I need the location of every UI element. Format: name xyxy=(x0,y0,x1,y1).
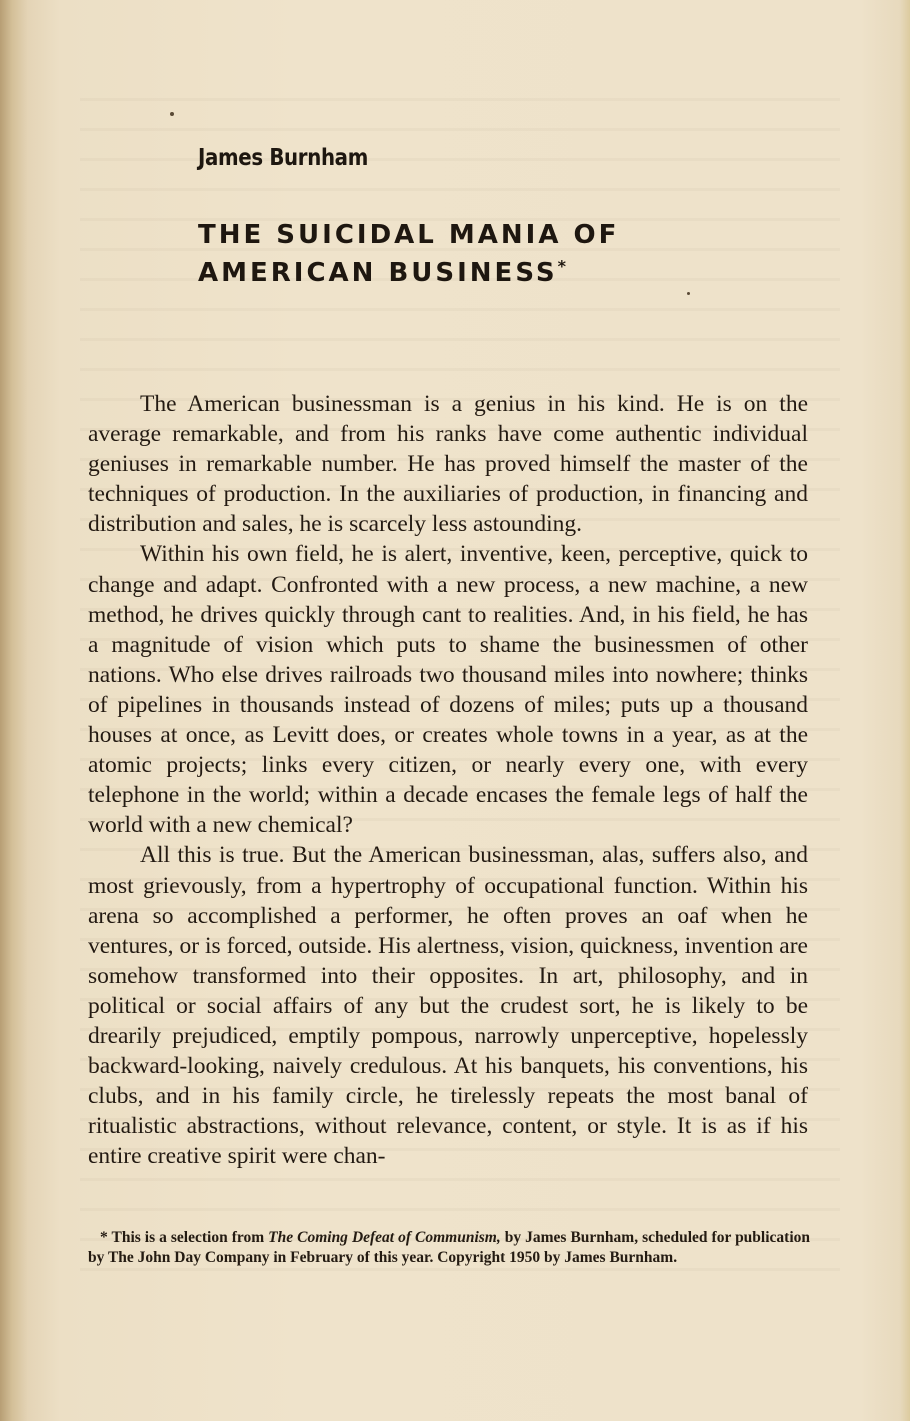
footnote-book-title: The Coming Defeat of Communism, xyxy=(268,1229,501,1246)
footnote-text-before: This is a selection from xyxy=(111,1229,265,1246)
footnote xyxy=(88,1228,810,1268)
footnote-mark: * xyxy=(100,1229,108,1246)
title-line-1: THE SUICIDAL MANIA OF xyxy=(198,220,620,250)
body-paragraph: Within his own field, he is alert, inventive, keen, perceptive, quick to change and adapt. Confronted with a new process, a new machine, a new method, he drives quickly through cant to realities. And, in his field, he has a magnitude of vision which puts to shame the businessmen of other nations. Who else drives railroads two thousand miles into nowhere; thinks of pipelines in thousands instead of dozens of miles; puts up a thousand houses at once, as Levitt does, or creates whole towns in a year, as at the atomic projects; links every citizen, or nearly every one, with every telephone in the world; within a decade encases the female legs of half the world with a new chemical? xyxy=(88,541,808,839)
print-speck xyxy=(687,292,690,295)
print-speck xyxy=(170,112,174,116)
title-line-2: AMERICAN BUSINESS* xyxy=(198,256,566,288)
footnote-text-after: by James Burnham, scheduled for publication by The John Day Company in February of this year. Copyright 1950 by James Burnham. xyxy=(88,1229,811,1266)
author-name: James Burnham xyxy=(198,145,368,171)
body-paragraph: The American businessman is a genius in his kind. He is on the average remarkable, and from his ranks have come authentic individual geniuses in remarkable number. He has proved himself the master of the techniques of production. In the auxiliaries of production, in financing and distribution and sales, he is scarcely less astounding. xyxy=(88,391,808,538)
article-body xyxy=(88,389,808,1171)
article-title xyxy=(198,216,619,292)
title-footnote-mark: * xyxy=(557,256,566,276)
body-paragraph: All this is true. But the American businessman, alas, suffers also, and most grievously, from a hypertrophy of occupational function. Within his arena so accomplished a performer, he often proves an oaf when he ventures, or is forced, outside. His alertness, vision, quickness, invention are somehow transformed into their opposites. In art, philosophy, and in political or social affairs of any but the crudest sort, he is likely to be drearily prejudiced, emptily pompous, narrowly unperceptive, hopelessly backward-looking, naively credulous. At his banquets, his conventions, his clubs, and in his family circle, he tirelessly repeats the most banal of ritualistic abstractions, without relevance, content, or style. It is as if his entire creative spirit were chan- xyxy=(88,842,808,1170)
